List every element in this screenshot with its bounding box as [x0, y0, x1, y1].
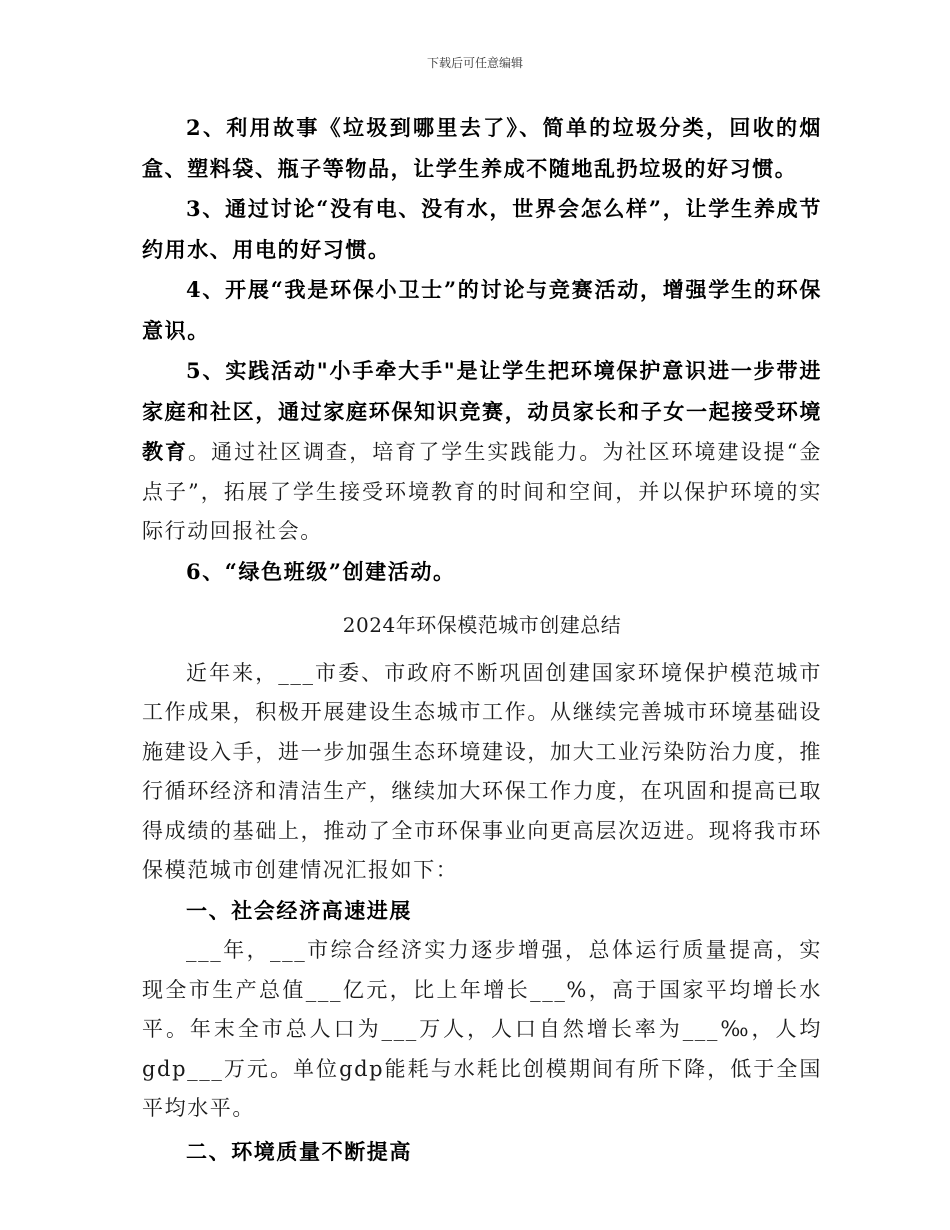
list-item-3: 3、通过讨论“没有电、没有水，世界会怎么样”，让学生养成节约用水、用电的好习惯。	[142, 196, 822, 262]
document-body	[142, 108, 822, 1172]
list-item-5-rest: 。通过社区调查，培育了学生实践能力。为社区环境建设提“金点子”，拓展了学生接受环境教育的时间和空间，并以保护环境的实际行动回报社会。	[142, 440, 822, 543]
list-item-5	[142, 351, 822, 552]
list-item-2: 2、利用故事《垃圾到哪里去了》、简单的垃圾分类，回收的烟盒、塑料袋、瓶子等物品，让学生养成不随地乱扔垃圾的好习惯。	[142, 115, 822, 181]
section-heading-2: 二、环境质量不断提高	[186, 1138, 412, 1164]
page-header-note: 下载后可任意编辑	[426, 56, 523, 70]
section-heading-1: 一、社会经济高速进展	[186, 897, 412, 923]
list-item-4: 4、开展“我是环保小卫士”的讨论与竞赛活动，增强学生的环保意识。	[142, 277, 822, 343]
list-item-5-bold: 5、实践活动"小手牵大手"是让学生把环境保护意识进一步带进家庭和社区，通过家庭环保知识竞赛，动员家长和子女一起接受环境教育	[142, 358, 822, 464]
intro-paragraph: 近年来，___市委、市政府不断巩固创建国家环境保护模范城市工作成果，积极开展建设生态城市工作。从继续完善城市环境基础设施建设入手，进一步加强生态环境建设，加大工业污染防治力度，推行循环经济和清洁生产，继续加大环保工作力度，在巩固和提高已取得成绩的基础上，推动了全市环保事业向更高层次迈进。现将我市环保模范城市创建情况汇报如下：	[142, 660, 822, 882]
document-title: 2024年环保模范城市创建总结	[342, 613, 622, 637]
list-item-6: 6、“绿色班级”创建活动。	[186, 558, 456, 584]
section-1-paragraph: ___年，___市综合经济实力逐步增强，总体运行质量提高，实现全市生产总值___亿元，比上年增长___%，高于国家平均增长水平。年末全市总人口为___万人，人口自然增长率为___‰，人均gdp___万元。单位gdp能耗与水耗比创模期间有所下降，低于全国平均水平。	[142, 938, 822, 1120]
